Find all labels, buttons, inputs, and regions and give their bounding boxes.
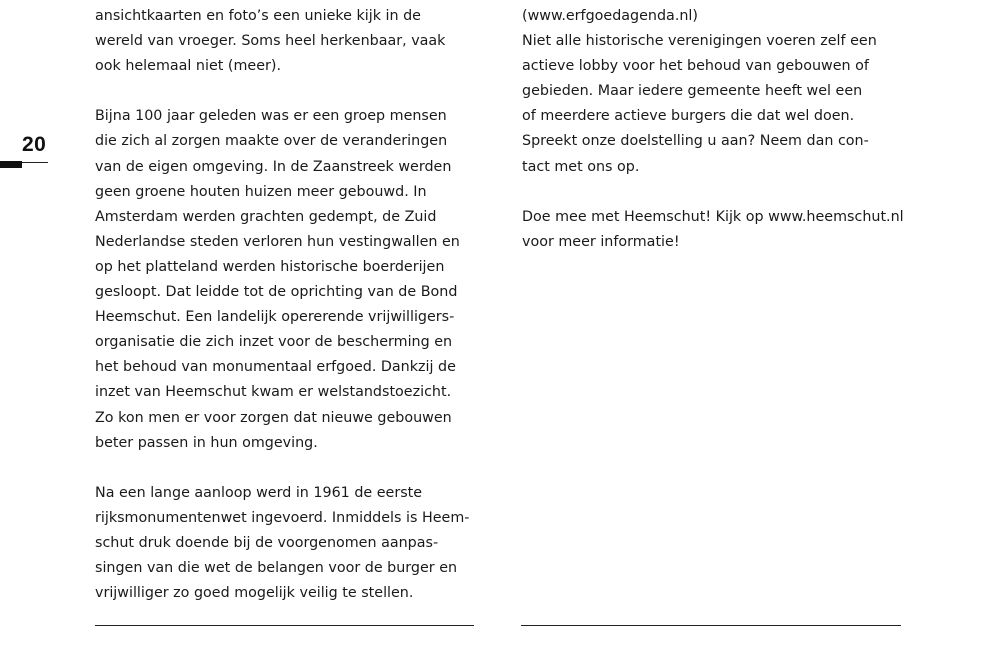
text-line: Spreekt onze doelstelling u aan? Neem dan con- — [522, 133, 869, 150]
text-line: inzet van Heemschut kwam er welstandstoezicht. — [95, 384, 452, 401]
text-line: (www.erfgoedagenda.nl) — [522, 8, 698, 24]
right-bottom-rule — [521, 625, 901, 626]
right-text-column — [522, 4, 922, 255]
paragraph — [95, 104, 485, 455]
paragraph — [95, 481, 485, 606]
page-number-marker — [0, 161, 22, 168]
text-line: die zich al zorgen maakte over de veranderingen — [95, 133, 448, 150]
paragraph-spacer — [95, 79, 485, 104]
left-bottom-rule — [95, 625, 474, 626]
text-line: organisatie die zich inzet voor de bescherming en — [95, 334, 453, 351]
text-line: voor meer informatie! — [522, 233, 680, 250]
text-line: schut druk doende bij de voorgenomen aanpas- — [95, 534, 439, 551]
text-line: actieve lobby voor het behoud van gebouwen of — [522, 58, 869, 75]
text-line: Zo kon men er voor zorgen dat nieuwe gebouwen — [95, 409, 452, 426]
text-line: singen van die wet de belangen voor de burger en — [95, 560, 458, 577]
text-line: rijksmonumentenwet ingevoerd. Inmiddels is Heem- — [95, 509, 470, 526]
text-line: wereld van vroeger. Soms heel herkenbaar, vaak — [95, 33, 446, 50]
left-text-column — [95, 4, 485, 606]
text-line: van de eigen omgeving. In de Zaanstreek werden — [95, 158, 452, 175]
paragraph — [522, 4, 922, 180]
paragraph — [522, 205, 922, 255]
text-line: Amsterdam werden grachten gedempt, de Zuid — [95, 208, 437, 225]
text-line: Na een lange aanloop werd in 1961 de eerste — [95, 484, 423, 501]
text-line: gesloopt. Dat leidde tot de oprichting van de Bond — [95, 284, 458, 301]
paragraph-spacer — [522, 180, 922, 205]
page-number: 20 — [22, 133, 47, 156]
text-line: het behoud van monumentaal erfgoed. Dankzij de — [95, 359, 456, 376]
text-line: Doe mee met Heemschut! Kijk op www.heemschut.nl — [522, 208, 904, 225]
text-line: ook helemaal niet (meer). — [95, 58, 281, 75]
text-line: vrijwilliger zo goed mogelijk veilig te stellen. — [95, 585, 414, 602]
text-line: op het platteland werden historische boerderijen — [95, 258, 445, 275]
text-line: geen groene houten huizen meer gebouwd. In — [95, 183, 427, 200]
paragraph-spacer — [95, 456, 485, 481]
text-line: ansichtkaarten en foto’s een unieke kijk in de — [95, 8, 421, 24]
text-line: Heemschut. Een landelijk opererende vrijwilligers- — [95, 309, 455, 326]
text-line: Niet alle historische verenigingen voeren zelf een — [522, 33, 877, 50]
text-line: gebieden. Maar iedere gemeente heeft wel een — [522, 83, 863, 100]
text-line: of meerdere actieve burgers die dat wel doen. — [522, 108, 855, 125]
text-line: tact met ons op. — [522, 158, 640, 175]
paragraph — [95, 4, 485, 79]
text-line: Bijna 100 jaar geleden was er een groep mensen — [95, 108, 447, 125]
text-line: Nederlandse steden verloren hun vestingwallen en — [95, 233, 460, 250]
text-line: beter passen in hun omgeving. — [95, 434, 318, 451]
